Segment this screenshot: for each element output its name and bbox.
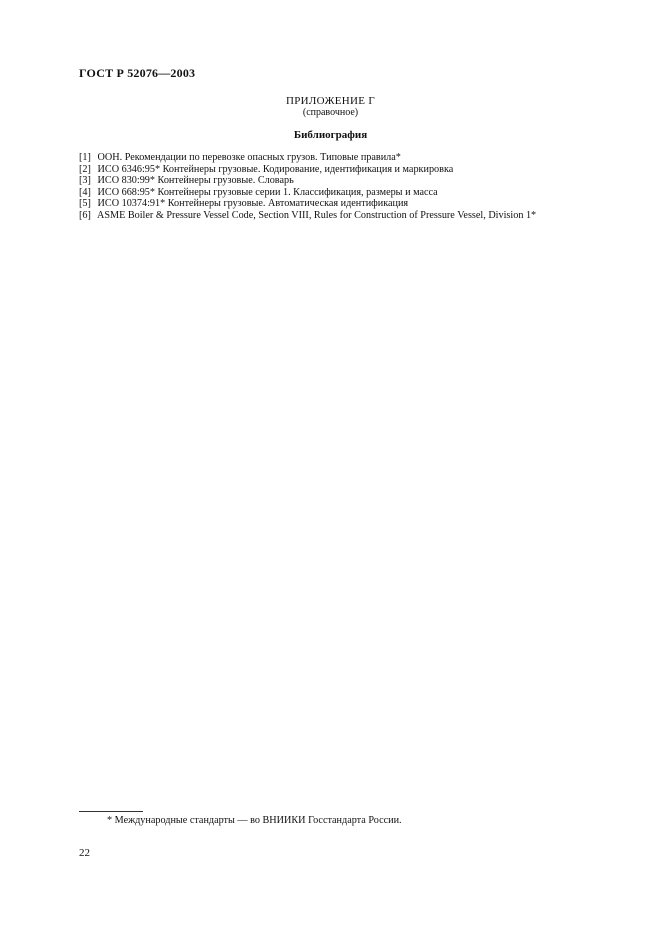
bibliography-item bbox=[79, 198, 536, 210]
bibliography-item-text: ИСО 668:95* Контейнеры грузовые серии 1. Классификация, размеры и масса bbox=[97, 186, 438, 198]
appendix-title: ПРИЛОЖЕНИЕ Г bbox=[285, 95, 376, 107]
bibliography-item-text: ИСО 6346:95* Контейнеры грузовые. Кодирование, идентификация и маркировка bbox=[97, 163, 454, 175]
bibliography-item bbox=[79, 152, 536, 164]
bibliography-item bbox=[79, 164, 536, 176]
footnote-divider bbox=[79, 811, 143, 812]
bibliography-item-number: [5] bbox=[79, 198, 91, 210]
bibliography-item-number: [4] bbox=[79, 186, 91, 198]
bibliography-item-number: [1] bbox=[79, 152, 91, 163]
bibliography-item-text: ООН. Рекомендации по перевозке опасных грузов. Типовые правила* bbox=[97, 152, 401, 163]
bibliography-item bbox=[79, 210, 536, 222]
bibliography-item-text: ASME Boiler & Pressure Vessel Code, Section VIII, Rules for Construction of Pressure Vessel, Division 1* bbox=[96, 209, 537, 221]
bibliography-item bbox=[79, 187, 536, 199]
page-number: 22 bbox=[79, 847, 90, 859]
bibliography-item-text: ИСО 10374:91* Контейнеры грузовые. Автоматическая идентификация bbox=[97, 198, 409, 210]
appendix-subtitle: (справочное) bbox=[302, 107, 359, 118]
bibliography-item-text: ИСО 830:99* Контейнеры грузовые. Словарь bbox=[97, 175, 294, 187]
bibliography-list bbox=[79, 152, 536, 222]
appendix-header bbox=[0, 95, 661, 118]
bibliography-item bbox=[79, 175, 536, 187]
document-code: ГОСТ Р 52076—2003 bbox=[79, 66, 196, 80]
bibliography-item-number: [3] bbox=[79, 175, 91, 187]
bibliography-heading: Библиография bbox=[293, 129, 368, 141]
bibliography-item-number: [2] bbox=[79, 163, 91, 175]
bibliography-item-number: [6] bbox=[79, 209, 91, 221]
footnote: * Международные стандарты — во ВНИИКИ Госстандарта России. bbox=[107, 815, 402, 826]
